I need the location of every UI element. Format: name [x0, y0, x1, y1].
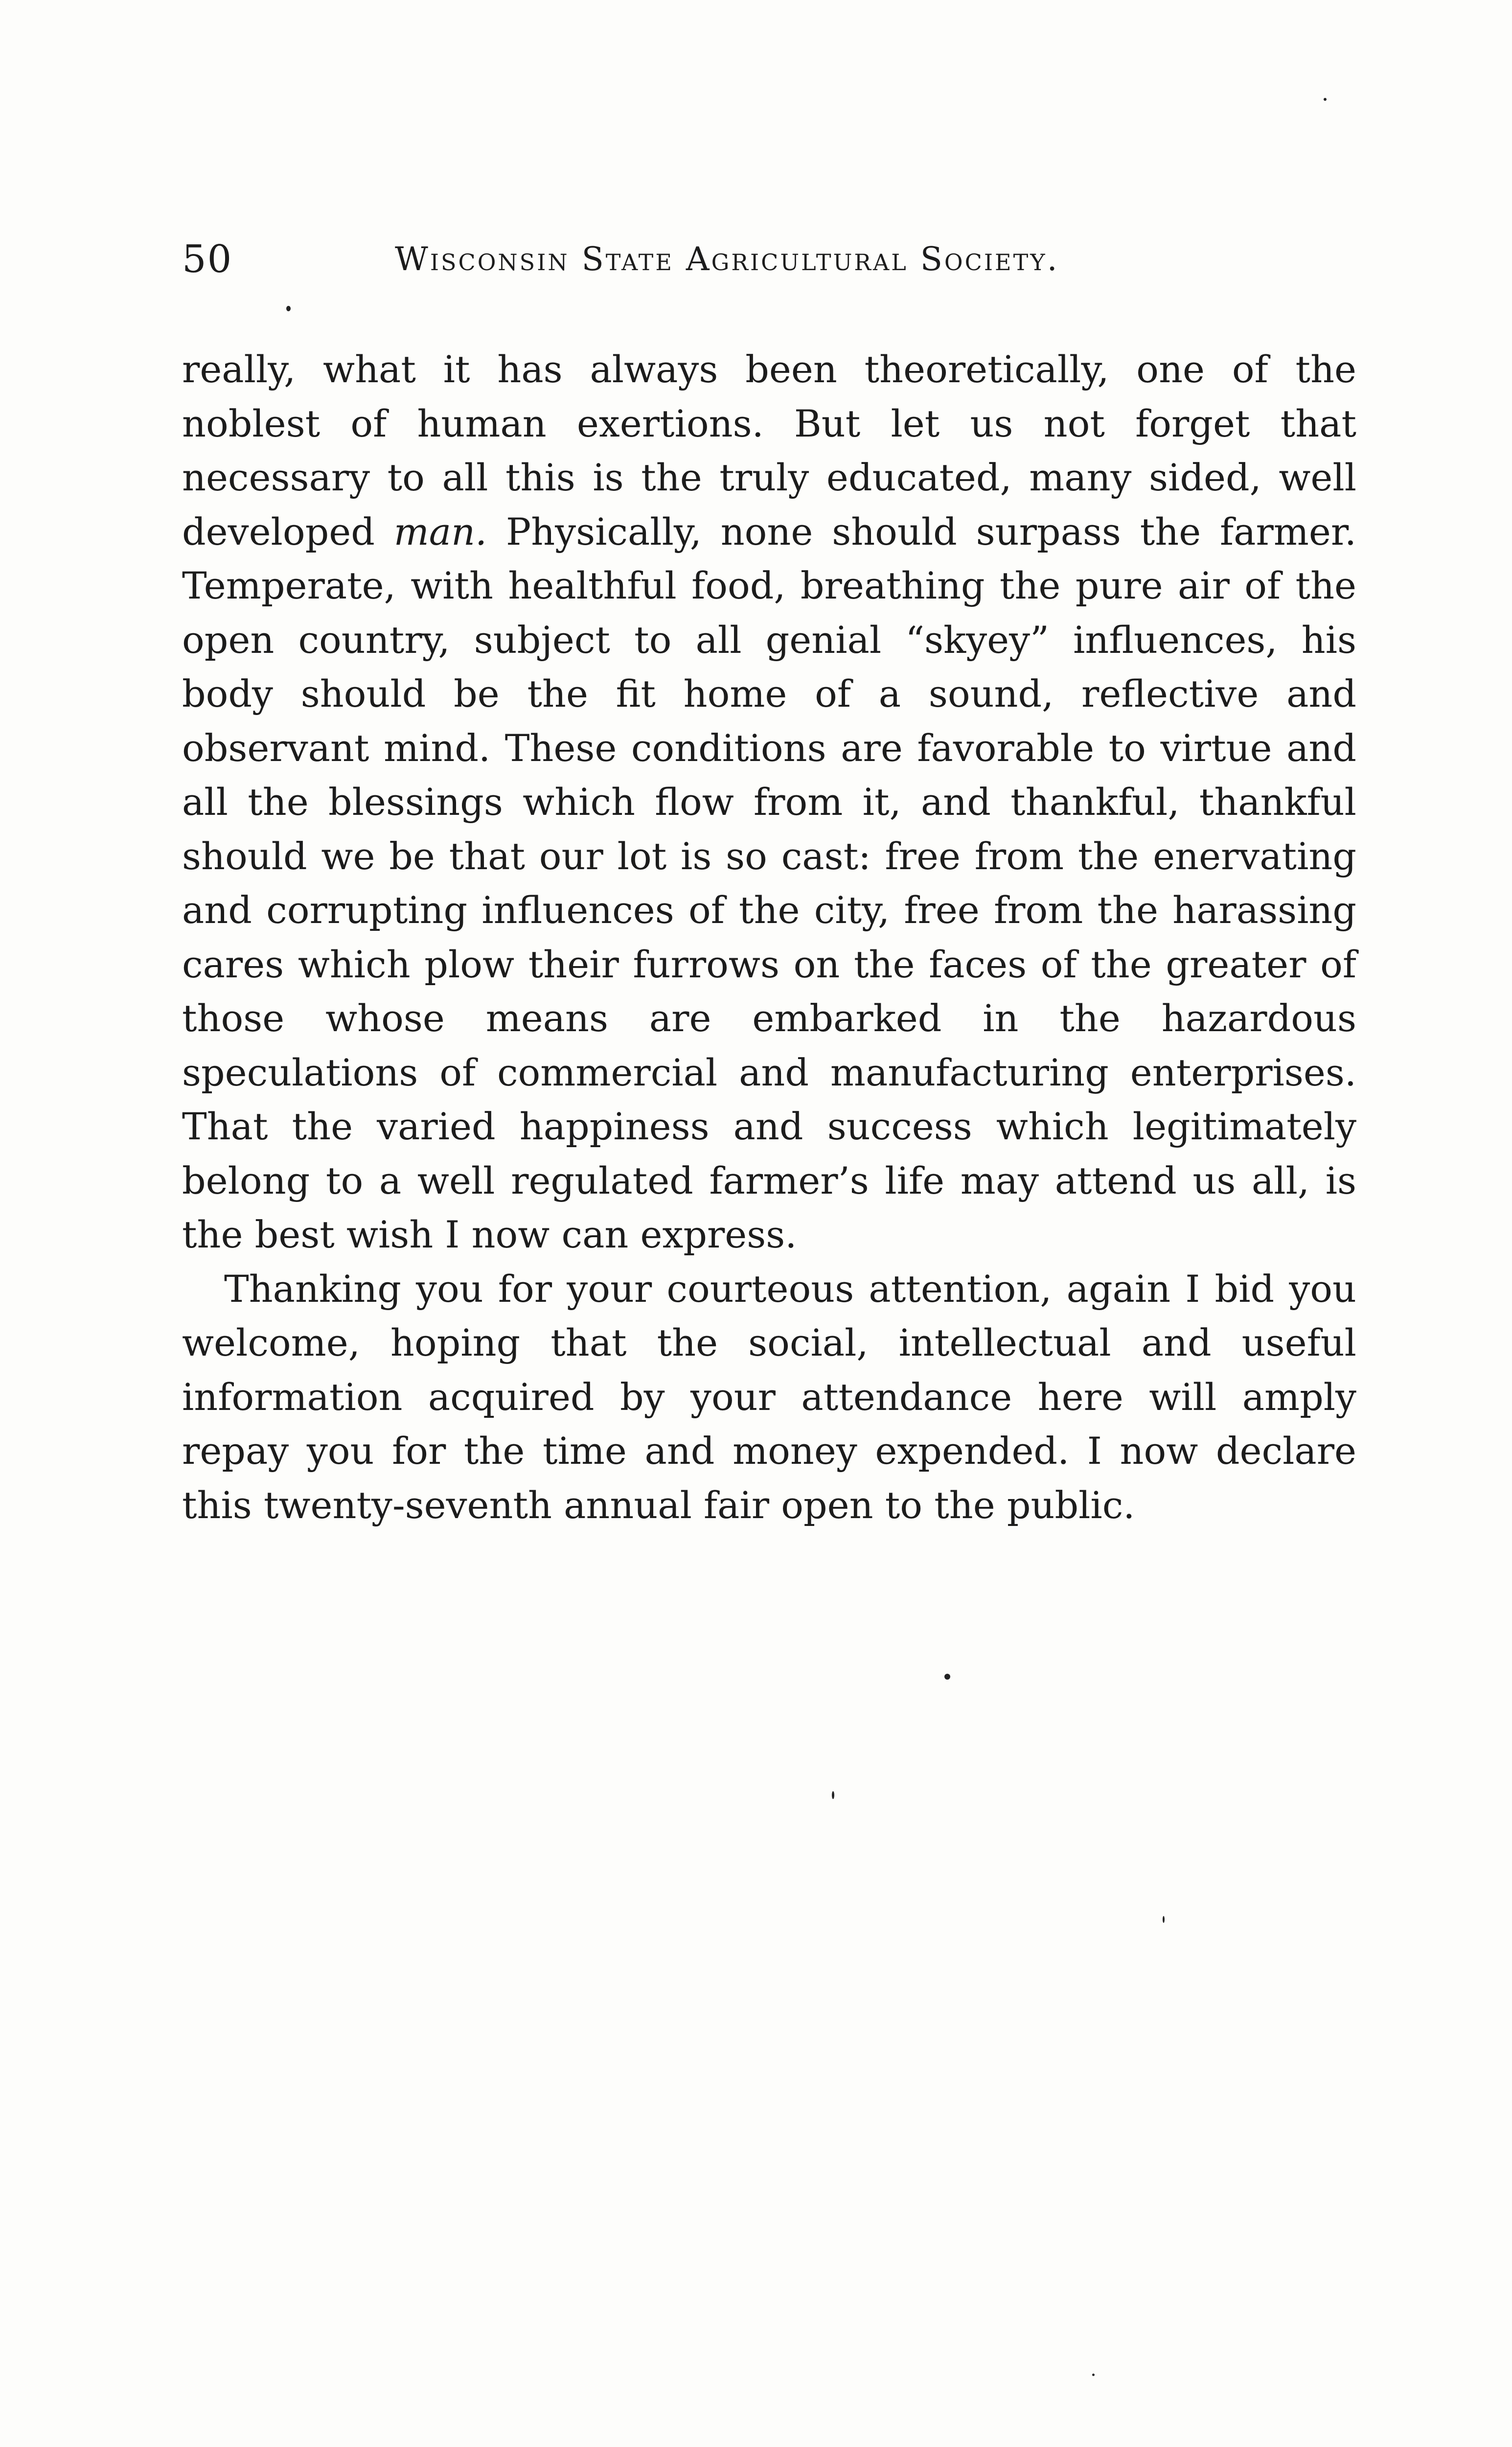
paragraph-1-emphasis: man. — [393, 509, 487, 554]
page-number: 50 — [182, 237, 233, 281]
paragraph-1-text-before: really, what it has always been theoretically, one of the noblest of human exertions. But let us not forget that necessary to all this is the truly educated, many sided, well developed — [182, 347, 1356, 554]
body-text — [182, 343, 1356, 1532]
running-title: Wisconsin State Agricultural Society. — [395, 240, 1059, 278]
scan-speck — [944, 1674, 950, 1680]
scan-speck — [1324, 98, 1327, 101]
scan-speck — [1163, 1916, 1165, 1923]
scan-speck — [1092, 2374, 1095, 2376]
paragraph-1 — [182, 343, 1356, 1262]
paragraph-2: Thanking you for your courteous attention, again I bid you welcome, hoping that the social, intellectual and useful information acquired by your attendance here will amply repay you for the time and money expended. I now declare this twenty-seventh annual fair open to the public. — [182, 1267, 1356, 1527]
scan-speck — [286, 306, 291, 311]
paragraph-1-text-after: Physically, none should surpass the farmer. Temperate, with healthful food, breathing the pure air of the open country, subject to all genial “skyey” influences, his body should be the fit home of a sound, reflective and observant mind. These conditions are favorable to virtue and all the blessings which flow from it, and thankful, thankful should we be that our lot is so cast: free from the enervating and corrupting influences of the city, free from the harassing cares which plow their furrows on the faces of the greater of those whose means are embarked in the hazardous speculations of commercial and manufacturing enterprises. That the varied happiness and success which legitimately belong to a well regulated farmer’s life may attend us all, is the best wish I now can express. — [182, 509, 1356, 1256]
scan-speck — [832, 1791, 834, 1799]
running-head — [182, 230, 1219, 289]
